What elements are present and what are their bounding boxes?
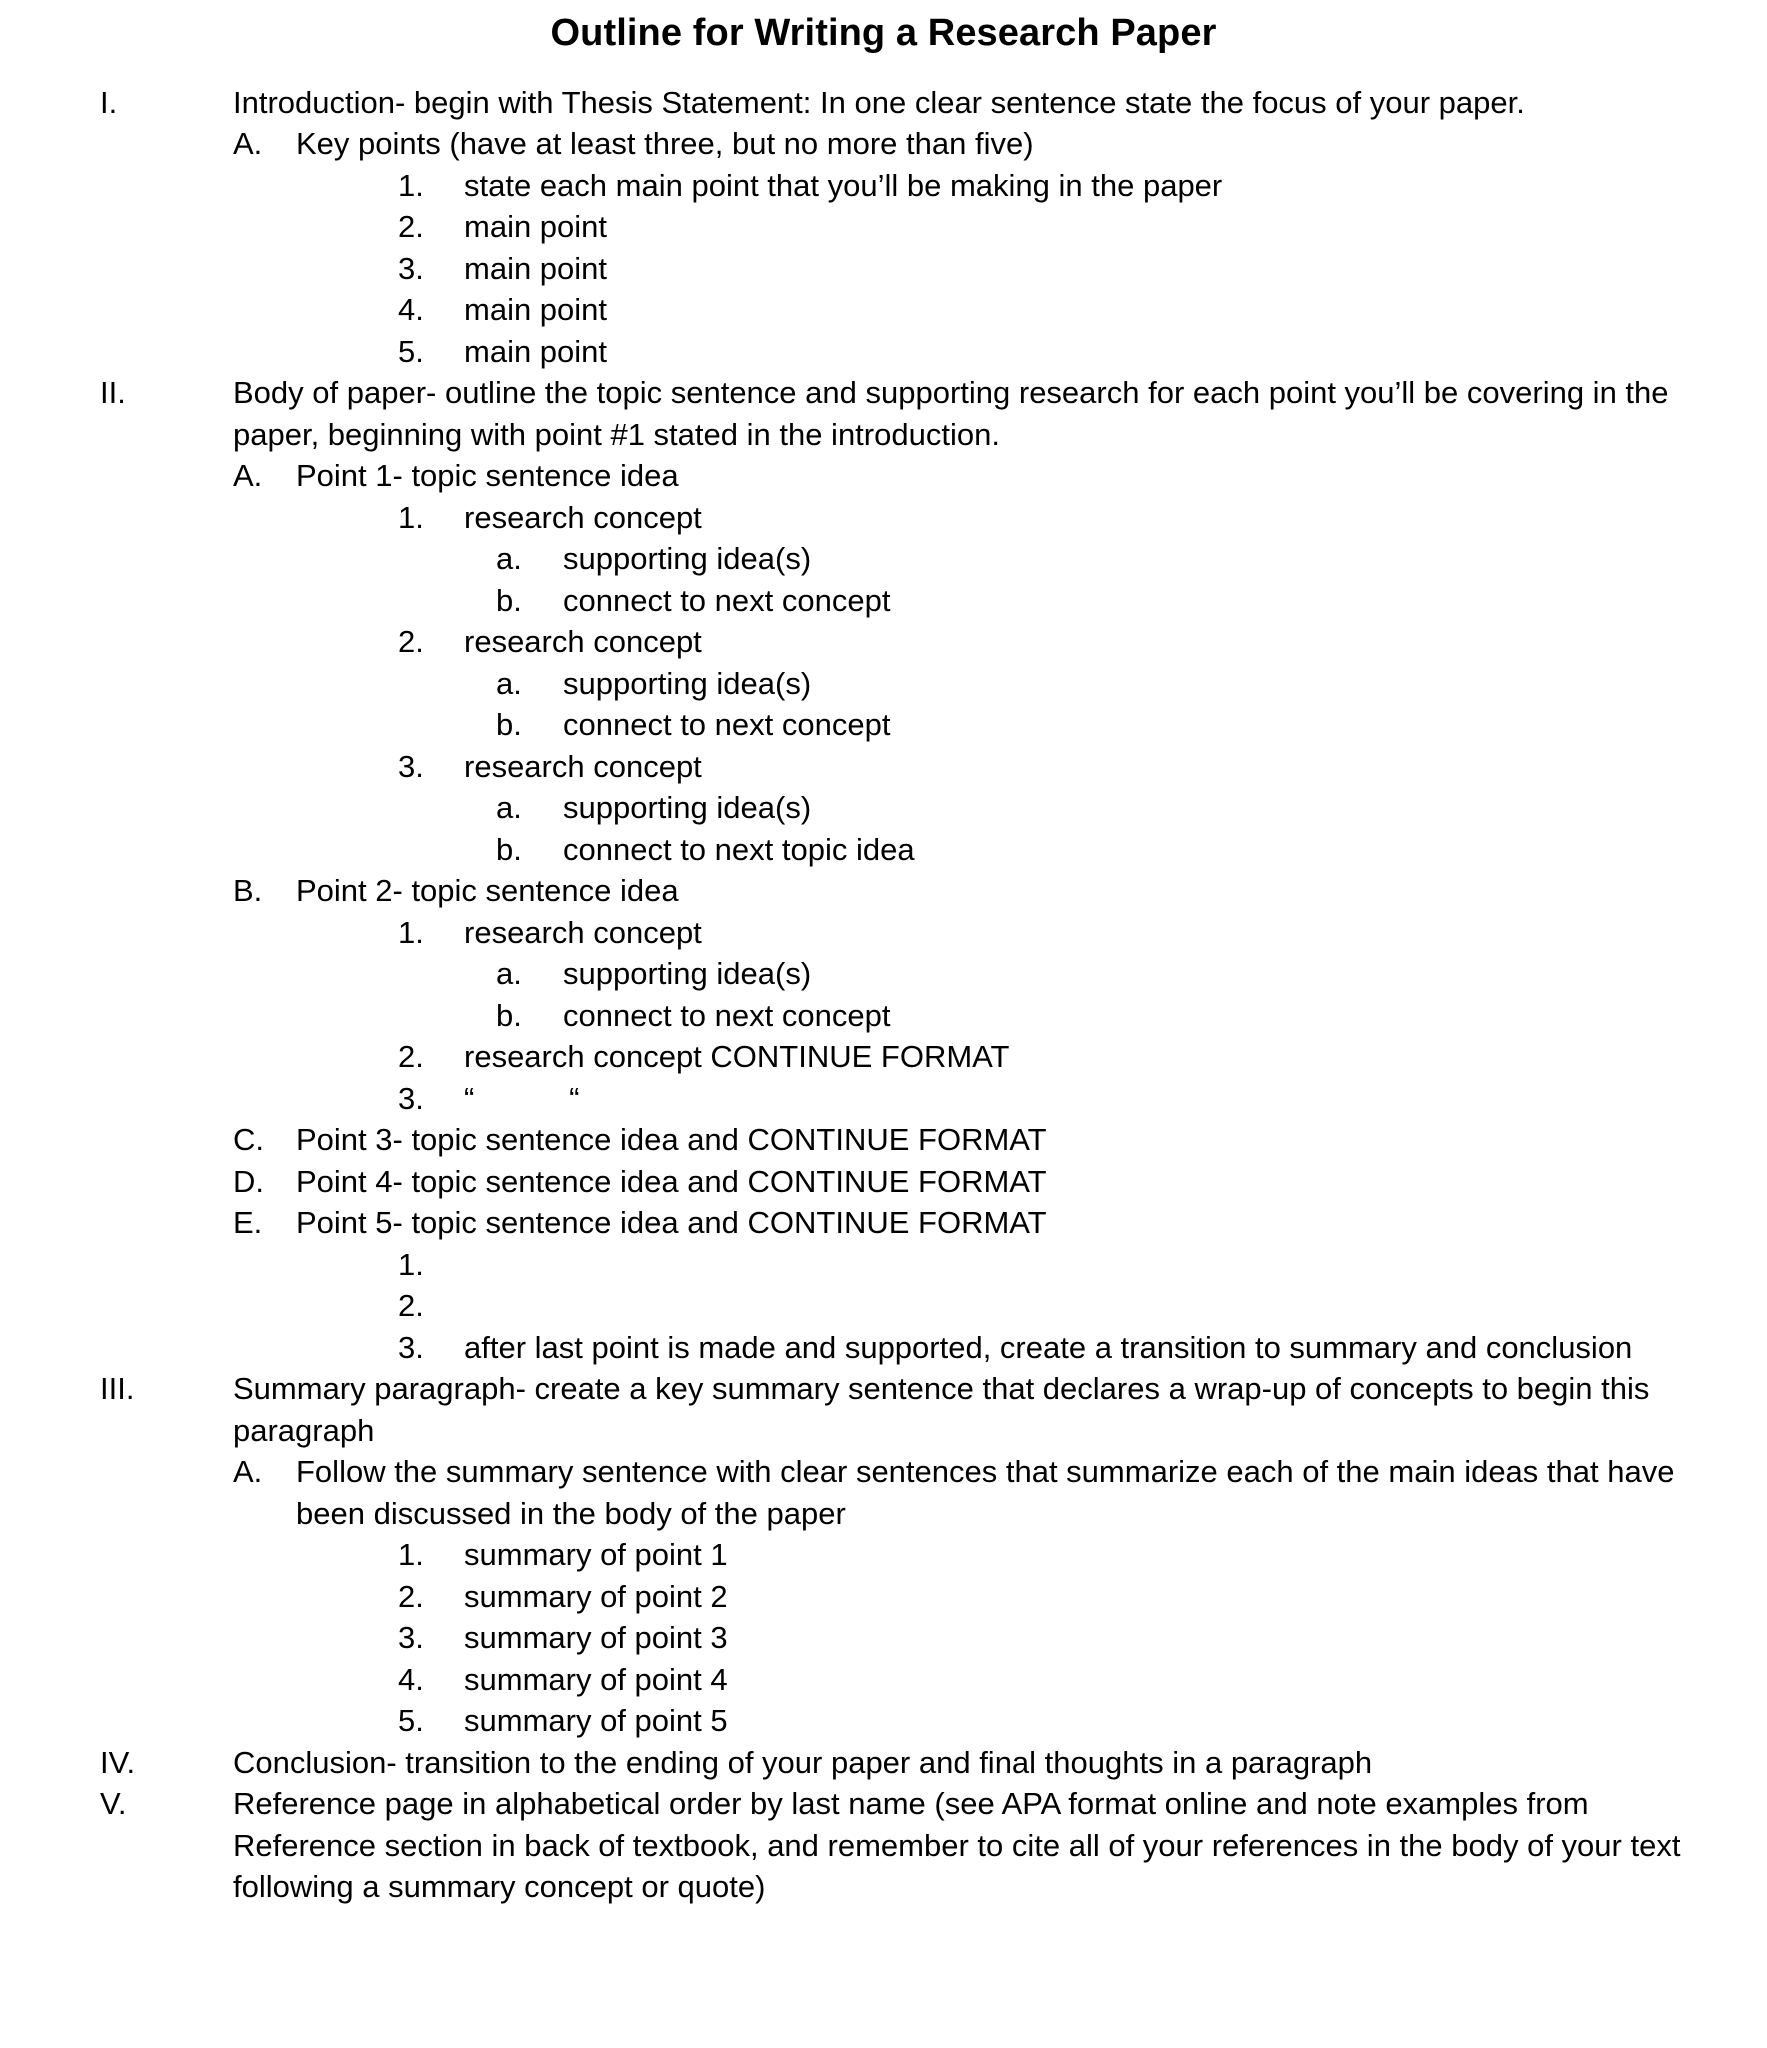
outline-item (0, 538, 1767, 580)
outline-item-text: main point (464, 209, 608, 245)
outline-item-text: main point (464, 292, 608, 328)
outline-item-text: main point (464, 250, 608, 286)
outline-item (0, 289, 1767, 331)
outline-item (0, 1742, 1767, 1784)
outline-item-text: research concept (464, 499, 702, 535)
outline-item-text: summary of point 3 (464, 1620, 728, 1656)
outline-item-text: Point 1- topic sentence idea (296, 458, 679, 494)
outline-item-marker: A. (233, 458, 263, 494)
outline-item (0, 455, 1767, 497)
outline-item-marker: a. (496, 665, 522, 701)
outline-item (0, 1659, 1767, 1701)
outline-item-marker: 3. (398, 1620, 424, 1656)
outline-item-text: main point (464, 333, 608, 369)
outline-item (0, 580, 1767, 622)
outline-item-marker: b. (496, 707, 522, 743)
outline-item-marker: 1. (398, 914, 424, 950)
outline-item (0, 704, 1767, 746)
outline-item-marker: II. (100, 375, 126, 411)
outline-item-text: Follow the summary sentence with clear sentences that summarize each of the main ideas that have been discussed in the body of the paper (296, 1454, 1675, 1531)
outline-item-marker: 1. (398, 1246, 424, 1282)
outline-item (0, 206, 1767, 248)
outline-item-text: connect to next concept (563, 707, 891, 743)
outline-item-text: Body of paper- outline the topic sentence and supporting research for each point you’ll be covering in the paper, beginning with point #1 stated in the introduction. (233, 375, 1669, 452)
outline-item-marker: I. (100, 84, 118, 120)
outline-item (0, 1119, 1767, 1161)
outline-item-text: “ “ (464, 1080, 580, 1116)
outline-item (0, 1783, 1767, 1908)
outline-item (0, 1036, 1767, 1078)
outline-item (0, 1327, 1767, 1369)
outline-item (0, 1576, 1767, 1618)
outline-item (0, 372, 1767, 455)
outline-item (0, 870, 1767, 912)
outline-item-text: Conclusion- transition to the ending of your paper and final thoughts in a paragraph (233, 1744, 1373, 1780)
outline-item-text: research concept (464, 624, 702, 660)
outline-item-marker: A. (233, 1454, 263, 1490)
outline-item-marker: 3. (398, 748, 424, 784)
outline-item-marker: b. (496, 831, 522, 867)
outline-item (0, 787, 1767, 829)
outline-item (0, 953, 1767, 995)
outline-item-marker: 4. (398, 1661, 424, 1697)
outline-item (0, 1451, 1767, 1534)
outline-item (0, 165, 1767, 207)
outline-item-marker: a. (496, 541, 522, 577)
outline-item-text: after last point is made and supported, create a transition to summary and conclusion (464, 1329, 1633, 1365)
outline-item-text: state each main point that you’ll be making in the paper (464, 167, 1223, 203)
outline-item-marker: B. (233, 873, 263, 909)
outline-item (0, 82, 1767, 124)
outline-item-marker: a. (496, 790, 522, 826)
outline-item-marker: b. (496, 997, 522, 1033)
outline-item (0, 829, 1767, 871)
outline-item-marker: 2. (398, 1288, 424, 1324)
outline-item-text: summary of point 2 (464, 1578, 728, 1614)
outline-item-text: Reference page in alphabetical order by last name (see APA format online and note examples from Reference section in back of textbook, and remember to cite all of your references in the body of your text following a summary concept or quote) (233, 1786, 1681, 1905)
outline-item-marker: III. (100, 1371, 135, 1407)
outline-item-text (464, 1285, 1704, 1327)
outline-item-marker: a. (496, 956, 522, 992)
outline-item-marker: C. (233, 1122, 264, 1158)
outline-item (0, 1244, 1767, 1286)
outline-item-text (464, 1244, 1704, 1286)
outline-item (0, 621, 1767, 663)
outline-item-text: Point 2- topic sentence idea (296, 873, 679, 909)
outline-item (0, 1285, 1767, 1327)
outline-item-text: summary of point 1 (464, 1537, 728, 1573)
outline-item-marker: 2. (398, 1578, 424, 1614)
outline-item (0, 912, 1767, 954)
outline-item-marker: V. (100, 1786, 127, 1822)
outline-item (0, 1078, 1767, 1120)
outline-item-text: supporting idea(s) (563, 665, 812, 701)
outline-item (0, 331, 1767, 373)
outline-item-marker: b. (496, 582, 522, 618)
outline-item-text: supporting idea(s) (563, 541, 812, 577)
outline-item-text: research concept (464, 914, 702, 950)
outline-item (0, 995, 1767, 1037)
outline-item-marker: 1. (398, 167, 424, 203)
outline-item-text: supporting idea(s) (563, 790, 812, 826)
outline-item-marker: 1. (398, 499, 424, 535)
outline-item (0, 746, 1767, 788)
outline-item (0, 123, 1767, 165)
outline-item-marker: D. (233, 1163, 264, 1199)
outline-item-text: summary of point 5 (464, 1703, 728, 1739)
outline-item-text: Key points (have at least three, but no more than five) (296, 126, 1034, 162)
outline-item-marker: A. (233, 126, 263, 162)
outline-item-text: Introduction- begin with Thesis Statement: In one clear sentence state the focus of your paper. (233, 84, 1525, 120)
outline-item-marker: 3. (398, 1080, 424, 1116)
outline-item-text: Point 3- topic sentence idea and CONTINUE FORMAT (296, 1122, 1047, 1158)
outline-list (0, 82, 1767, 1908)
outline-item-marker: E. (233, 1205, 263, 1241)
outline-item (0, 1617, 1767, 1659)
outline-item-marker: 2. (398, 209, 424, 245)
outline-item-marker: 2. (398, 1039, 424, 1075)
outline-item-text: research concept CONTINUE FORMAT (464, 1039, 1010, 1075)
outline-item-text: connect to next concept (563, 582, 891, 618)
outline-item-marker: IV. (100, 1744, 136, 1780)
outline-item-text: Summary paragraph- create a key summary sentence that declares a wrap-up of concepts to begin this paragraph (233, 1371, 1650, 1448)
outline-item-text: connect to next concept (563, 997, 891, 1033)
outline-item-text: research concept (464, 748, 702, 784)
outline-item-text: summary of point 4 (464, 1661, 728, 1697)
outline-item-marker: 3. (398, 1329, 424, 1365)
outline-item (0, 663, 1767, 705)
outline-item-text: connect to next topic idea (563, 831, 915, 867)
outline-item-marker: 5. (398, 333, 424, 369)
outline-item-text: Point 4- topic sentence idea and CONTINUE FORMAT (296, 1163, 1047, 1199)
outline-item-text: supporting idea(s) (563, 956, 812, 992)
outline-item (0, 1161, 1767, 1203)
outline-item-marker: 5. (398, 1703, 424, 1739)
outline-item (0, 1534, 1767, 1576)
page-title: Outline for Writing a Research Paper (550, 12, 1217, 54)
outline-item (0, 248, 1767, 290)
outline-item-marker: 3. (398, 250, 424, 286)
outline-item-marker: 4. (398, 292, 424, 328)
outline-item-marker: 2. (398, 624, 424, 660)
outline-item (0, 1700, 1767, 1742)
outline-item (0, 1202, 1767, 1244)
outline-item-text: Point 5- topic sentence idea and CONTINUE FORMAT (296, 1205, 1047, 1241)
outline-item-marker: 1. (398, 1537, 424, 1573)
outline-item (0, 1368, 1767, 1451)
outline-item (0, 497, 1767, 539)
